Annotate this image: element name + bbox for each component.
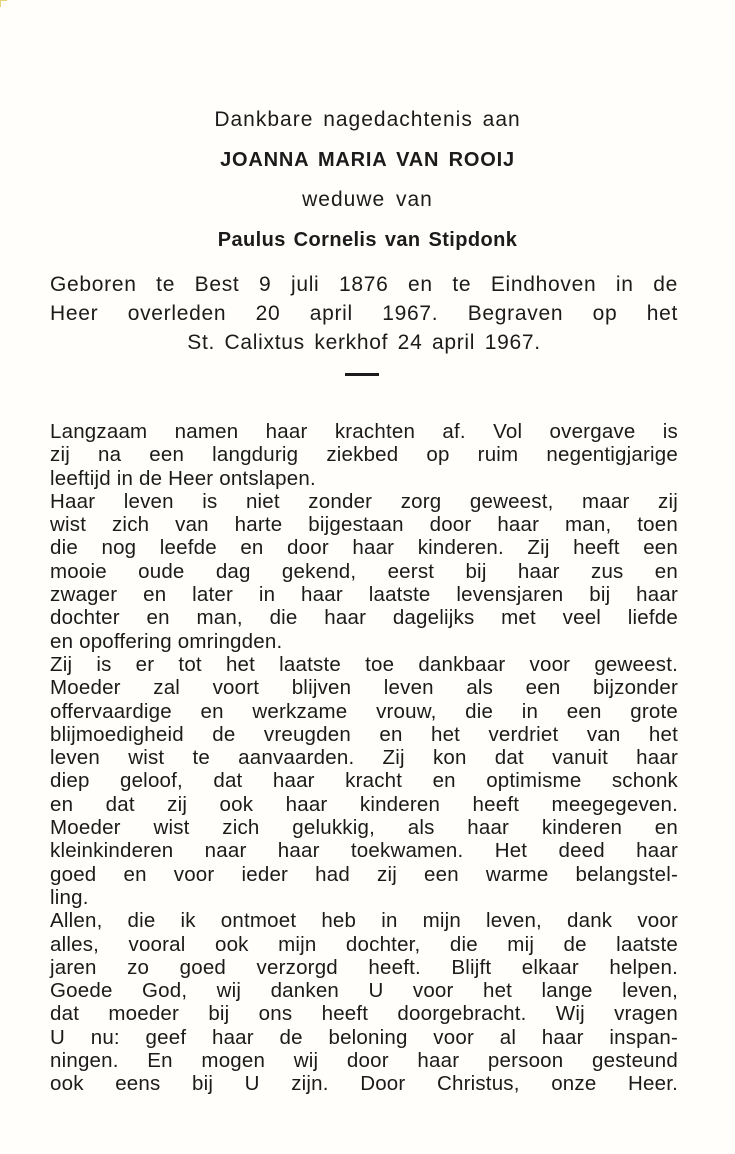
text-line: Haar leven is niet zonder zorg geweest, maar zij [50,489,678,513]
deceased-name: JOANNA MARIA VAN ROOIJ [220,149,515,171]
text-line: kleinkinderen naar haar toekwamen. Het deed haar [50,839,678,863]
text-line: alles, vooral ook mijn dochter, die mij de laatste [50,932,678,956]
text-line: dat moeder bij ons heeft doorgebracht. Wij vragen [50,1002,678,1026]
text-line: mooie oude dag gekend, eerst bij haar zus en [50,559,678,583]
text-line: ningen. En mogen wij door haar persoon gesteund [50,1049,678,1073]
text-line: die nog leefde en door haar kinderen. Zij heeft een [50,536,678,560]
text-line: blijmoedigheid de vreugden en het verdriet van het [50,722,678,746]
text-line: diep geloof, dat haar kracht en optimisme schonk [50,769,678,793]
memorial-text [50,420,678,1096]
text-line: Langzaam namen haar krachten af. Vol overgave is [50,420,678,443]
text-line: zij na een langdurig ziekbed op ruim negentigjarige [50,443,678,467]
divider [345,373,379,376]
text-line: Moeder zal voort blijven leven als een bijzonder [50,676,678,700]
text-line: en opoffering omringden. [50,629,283,653]
dates-line: Heer overleden 20 april 1967. Begraven op het [50,302,678,325]
dates-line: St. Calixtus kerkhof 24 april 1967. [187,331,541,354]
text-line: Moeder wist zich gelukkig, als haar kinderen en [50,816,678,840]
text-line: wist zich van harte bijgestaan door haar man, toen [50,513,678,537]
text-line: ook eens bij U zijn. Door Christus, onze Heer. [50,1072,678,1096]
text-line: jaren zo goed verzorgd heeft. Blijft elkaar helpen. [50,955,678,979]
text-line: Goede God, wij danken U voor het lange leven, [50,979,678,1003]
husband-name: Paulus Cornelis van Stipdonk [217,229,518,251]
intro-text: Dankbare nagedachtenis aan [214,108,521,131]
card-header [0,106,735,254]
life-dates [50,270,678,357]
text-line: goed en voor ieder had zij een warme belangstel- [50,862,678,886]
text-line: Allen, die ik ontmoet heb in mijn leven, dank voor [50,909,678,933]
text-line: dochter en man, die haar dagelijks met veel liefde [50,606,678,630]
text-line: leven wist te aanvaarden. Zij kon dat vanuit haar [50,746,678,770]
corner-mark [0,0,7,7]
text-line: en dat zij ook haar kinderen heeft meegegeven. [50,792,678,816]
text-line: leeftijd in de Heer ontslapen. [50,466,316,490]
text-line: offervaardige en werkzame vrouw, die in een grote [50,699,678,723]
text-line: zwager en later in haar laatste levensjaren bij haar [50,583,678,607]
text-line: U nu: geef haar de beloning voor al haar inspan- [50,1025,678,1049]
text-line: Zij is er tot het laatste toe dankbaar voor geweest. [50,652,678,676]
dates-line: Geboren te Best 9 juli 1876 en te Eindhoven in de [50,273,678,296]
widow-of-text: weduwe van [302,188,433,211]
text-line: ling. [50,885,89,909]
